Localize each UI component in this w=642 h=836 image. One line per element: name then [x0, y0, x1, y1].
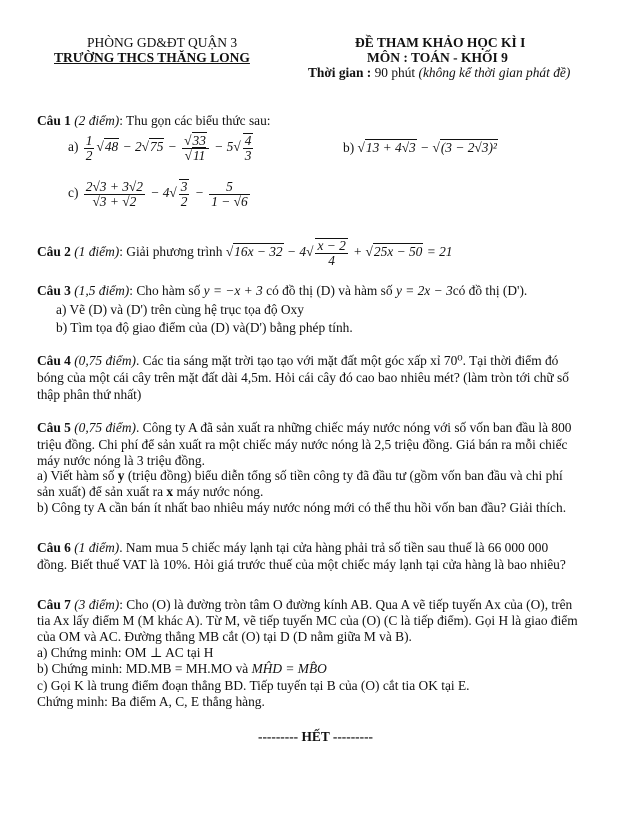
q7-part-a: a) Chứng minh: OM ⊥ AC tại H [37, 645, 214, 660]
q7-label: Câu 7 [37, 597, 71, 612]
q5-part-a-line2 [37, 484, 609, 500]
q2-text: : Giải phương trình [119, 244, 223, 260]
q1b-expression [343, 140, 498, 156]
q5-a1-pre: a) Viết hàm số [37, 468, 118, 483]
q4-line3: thập phân thứ nhất) [37, 387, 142, 402]
question-7 [37, 597, 609, 613]
q2-equation: √16x − 32 − 4√ $\frac{x - 2}{4}$ + √25x − 50 = 21 [225, 238, 453, 268]
q1b-label: b) [343, 140, 355, 155]
q4-label: Câu 4 [37, 353, 71, 368]
q5-a2-pre: sản xuất) để sản xuất ra [37, 484, 167, 499]
q3-points: (1,5 điểm) [74, 283, 130, 298]
q7-part-c: c) Gọi K là trung điểm đoạn thẳng BD. Tiếp tuyến tại B của (O) cắt tia OK tại E. [37, 678, 470, 693]
q1a-label: a) [68, 139, 79, 155]
q1c-label: c) [68, 185, 79, 201]
q1-label: Câu 1 [37, 113, 71, 128]
q7-line2: tia Ax lấy điểm M (M khác A). Từ M, vẽ tiếp tuyến MC của (O) (C là tiếp điểm). Gọi H là giao điểm [37, 613, 578, 628]
q7-line1: : Cho (O) là đường tròn tâm O đường kính AB. Qua A vẽ tiếp tuyến Ax của (O), trên [119, 597, 573, 612]
q5-line1: . Công ty A đã sản xuất ra những chiếc máy nước nóng với số vốn ban đầu là 800 [135, 420, 572, 435]
q2-label: Câu 2 [37, 244, 71, 260]
q5-a1-var: y [117, 468, 125, 483]
q1c-math: $\frac{2√3 + 3√2}{√3 + √2}$ − 4√ $\frac{3}{2}$ − $\frac{5}{1 - √6}$ [85, 178, 248, 209]
q1a-expression [68, 133, 255, 163]
q3-function-d-prime: y = 2x − 3 [395, 283, 453, 298]
exam-title: ĐỀ THAM KHẢO HỌC KÌ I [355, 35, 526, 50]
question-4 [37, 353, 609, 369]
school-name: TRƯỜNG THCS THĂNG LONG [54, 50, 250, 65]
q3-part-a: a) Vẽ (D) và (D') trên cùng hệ trục tọa độ Oxy [56, 302, 304, 317]
q5-part-b: b) Công ty A cần bán ít nhất bao nhiêu máy nước nóng mới có thể thu hồi vốn ban đầu? Giải thích. [37, 500, 567, 515]
q3-part-b: b) Tìm tọa độ giao điểm của (D) và(D') bằng phép tính. [56, 320, 353, 335]
q7-points: (3 điểm) [74, 597, 120, 612]
end-marker: --------- HẾT --------- [258, 729, 373, 744]
q1-text: : Thu gọn các biểu thức sau: [119, 113, 271, 128]
question-2 [37, 238, 609, 268]
q7-b-math: MĤD = MB̂O [251, 661, 327, 676]
q6-line2: đồng. Biết thuế VAT là 10%. Hỏi giá trước thuế của một chiếc máy lạnh tại cửa hàng là bao nhiêu? [37, 557, 566, 572]
q6-points: (1 điểm) [74, 540, 120, 555]
q7-part-b [37, 661, 609, 677]
question-6 [37, 540, 609, 556]
q5-label: Câu 5 [37, 420, 71, 435]
question-1 [37, 113, 609, 129]
exam-time [308, 65, 570, 81]
q1a-math: $\frac{1}{2}$ √48 − 2√75 − $\frac{√33}{√11}$ − 5√ $\frac{4}{3}$ [85, 132, 252, 163]
time-value: 90 phút [374, 65, 416, 80]
q3-function-d: y = −x + 3 [203, 283, 263, 298]
q3-label: Câu 3 [37, 283, 71, 298]
q3-text2: có đồ thị (D) và hàm số [266, 283, 393, 298]
q3-text1: : Cho hàm số [129, 283, 201, 298]
exam-subject: MÔN : TOÁN - KHỐI 9 [367, 50, 508, 65]
q6-label: Câu 6 [37, 540, 71, 555]
q5-a2-var: x [166, 484, 174, 499]
q4-line2: bóng của một cái cây trên mặt đất dài 4,5m. Hỏi cái cây đó cao bao nhiêu mét? (làm tròn tới chữ số [37, 370, 569, 385]
question-5 [37, 420, 609, 436]
q5-a2-post: máy nước nóng. [173, 484, 264, 499]
q1-points: (2 điểm) [74, 113, 120, 128]
q3-text3: có đồ thị (D'). [452, 283, 528, 298]
q2-points: (1 điểm) [74, 244, 120, 260]
q5-line2: triệu đồng. Chi phí để sản xuất ra một chiếc máy nước nóng là 2,5 triệu đồng. Giá bán ra mỗi chiếc [37, 437, 568, 452]
q5-points: (0,75 điểm) [74, 420, 136, 435]
q5-a1-post: (triệu đồng) biểu diễn tổng số tiền công ty đã đầu tư (gồm vốn ban đầu và chi phí [124, 468, 563, 483]
q1b-math: √13 + 4√3 − √(3 − 2√3)² [357, 140, 497, 155]
q4-line1: . Các tia sáng mặt trời tạo tạo với mặt đất một góc xấp xỉ 70⁰. Tại thời điểm đó [135, 353, 559, 368]
q6-line1: . Nam mua 5 chiếc máy lạnh tại cửa hàng phải trả số tiền sau thuế là 66 000 000 [119, 540, 549, 555]
q5-line3: máy nước nóng là 3 triệu đồng. [37, 453, 205, 468]
q1c-expression [68, 179, 252, 209]
time-label: Thời gian : [308, 65, 375, 80]
time-note: (không kể thời gian phát đề) [418, 65, 571, 80]
q4-points: (0,75 điểm) [74, 353, 136, 368]
question-3 [37, 283, 609, 299]
q7-b-pre: b) Chứng minh: MD.MB = MH.MO và [37, 661, 252, 676]
q7-part-c-proof: Chứng minh: Ba điểm A, C, E thẳng hàng. [37, 694, 265, 709]
q7-line3: của OM và AC. Đường thẳng MB cắt (O) tại D (D nằm giữa M và B). [37, 629, 412, 644]
department-name: PHÒNG GD&ĐT QUẬN 3 [87, 35, 238, 50]
q5-part-a-line1 [37, 468, 609, 484]
